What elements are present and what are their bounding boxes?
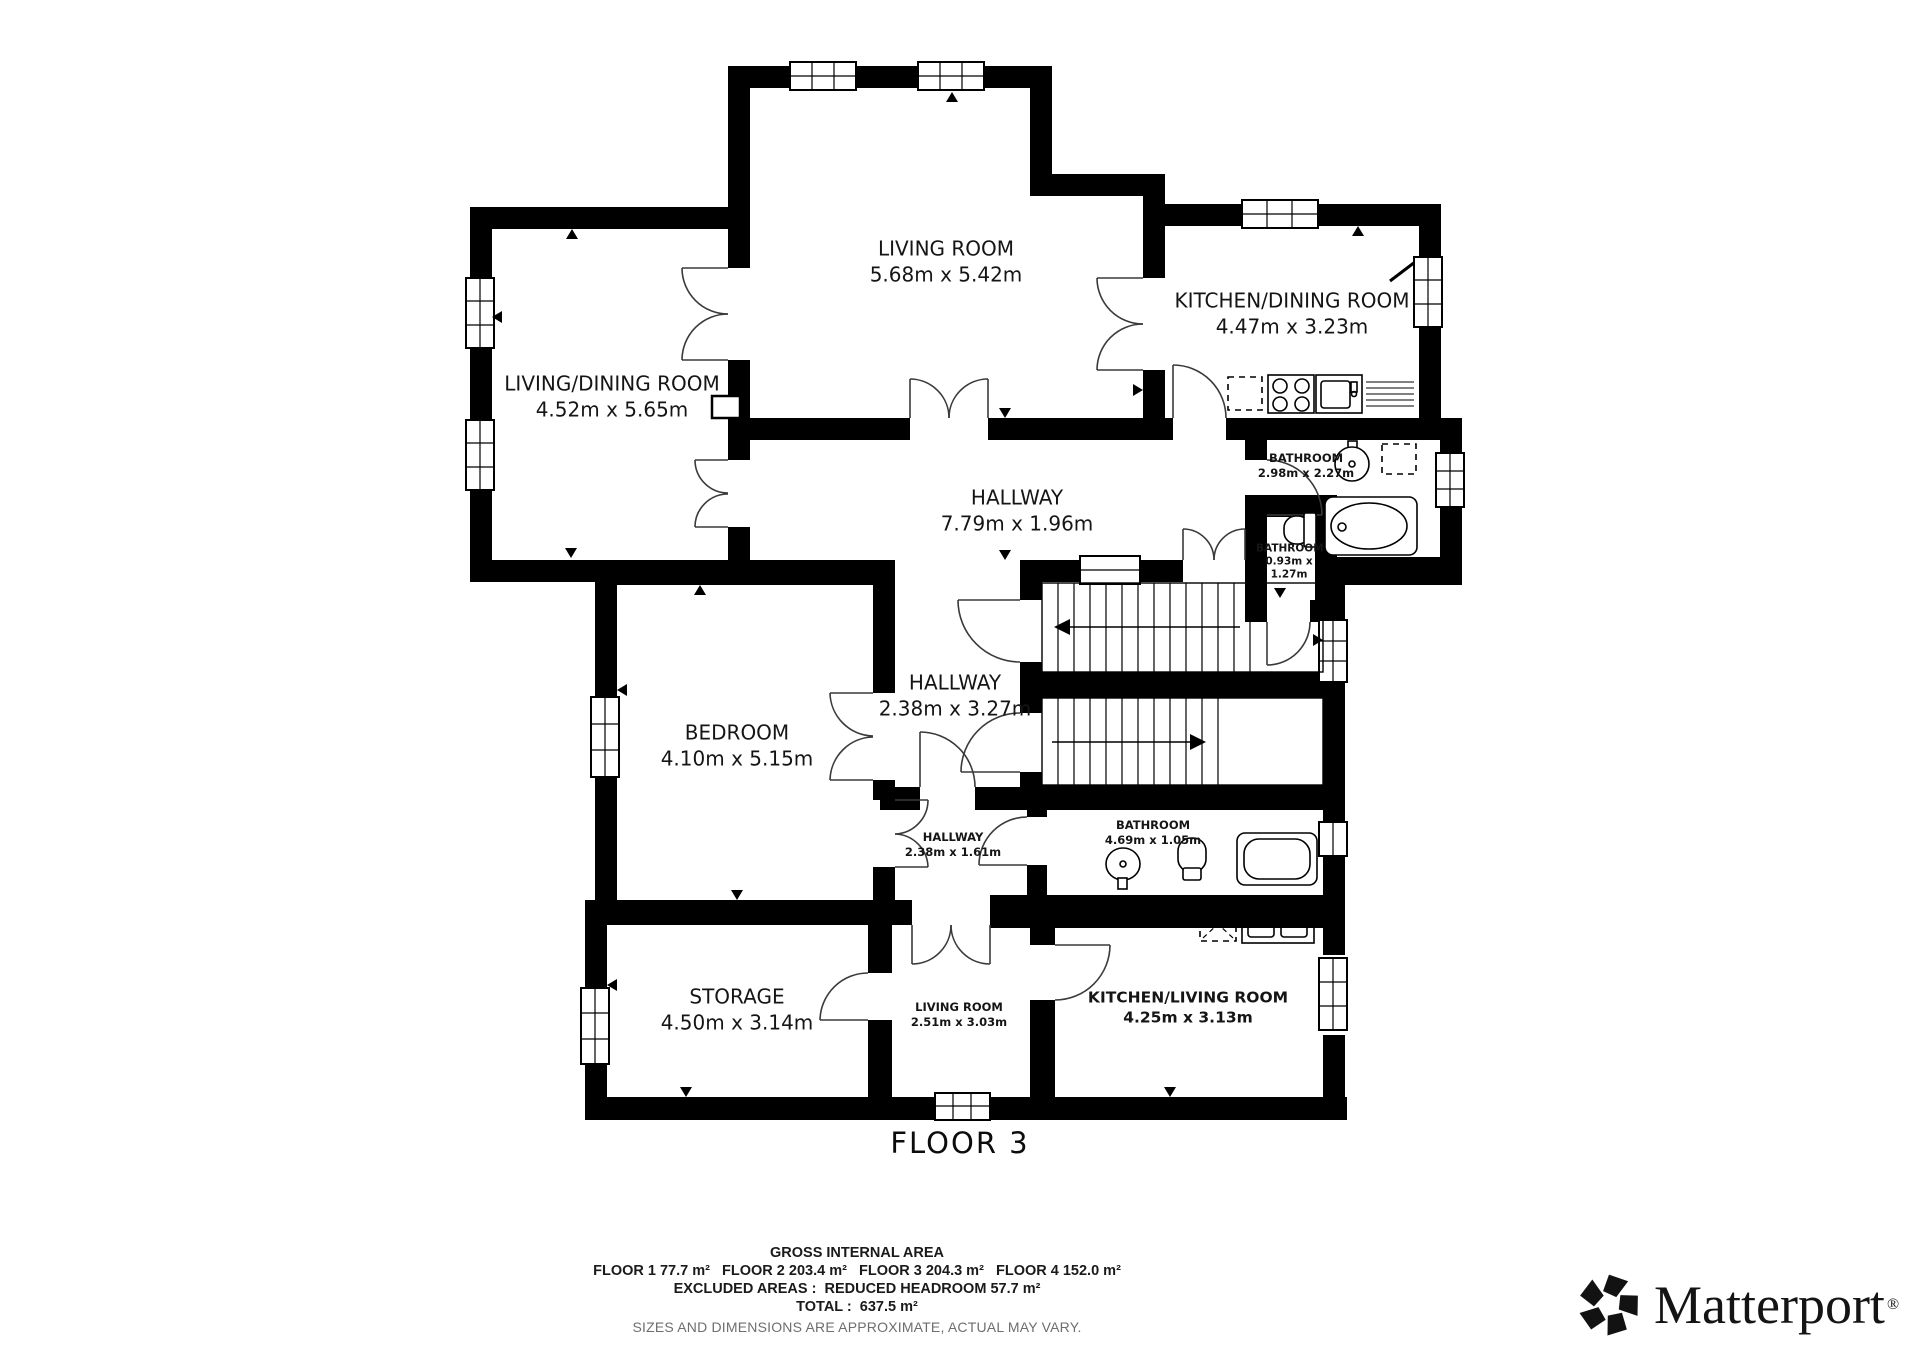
room-label-kitchen-living — [1088, 988, 1288, 1029]
room-label-bedroom — [661, 720, 814, 773]
room-name: HALLWAY — [970, 485, 1064, 510]
double-door — [912, 925, 990, 964]
room-label-living-room-small — [911, 1000, 1007, 1030]
matterport-pinwheel-icon — [1576, 1272, 1642, 1338]
room-dims: 2.38m x 1.61m — [904, 845, 1002, 859]
door — [1267, 622, 1310, 665]
room-name: BEDROOM — [684, 720, 790, 745]
window — [1080, 556, 1140, 584]
room-name: BATHROOM — [1115, 817, 1191, 832]
stairs-lower-flight — [1042, 698, 1323, 785]
window — [1242, 200, 1318, 228]
double-door — [910, 379, 988, 418]
room-label-bathroom-3 — [1105, 818, 1201, 848]
arrow-right — [1133, 384, 1143, 396]
window — [1414, 257, 1442, 327]
excluded-areas: EXCLUDED AREAS : REDUCED HEADROOM 57.7 m² — [673, 1281, 1041, 1297]
double-door — [1097, 278, 1143, 370]
arrow-down — [731, 890, 743, 900]
door — [920, 732, 975, 787]
room-dims: 2.38m x 3.27m — [878, 697, 1032, 721]
room-label-hallway-3 — [905, 830, 1001, 860]
drainer-lines — [1366, 382, 1414, 406]
double-door — [1183, 529, 1245, 560]
arrow-down — [680, 1087, 692, 1097]
window — [581, 988, 609, 1064]
room-label-bathroom-1 — [1258, 451, 1354, 481]
sink-icon — [1106, 848, 1140, 889]
room-label-living-dining — [504, 371, 719, 424]
room-name: STORAGE — [689, 984, 785, 1009]
arrow-down — [999, 408, 1011, 418]
room-name: LIVING ROOM — [915, 999, 1003, 1014]
kitchen-fixtures — [1228, 375, 1414, 413]
room-dims: 4.25m x 3.13m — [1123, 1009, 1253, 1027]
window — [918, 62, 984, 90]
window — [466, 420, 494, 490]
double-door — [830, 693, 873, 780]
room-dims: 2.98m x 2.27m — [1257, 466, 1355, 480]
brand-name: Matterport — [1654, 1275, 1885, 1335]
door — [820, 973, 868, 1020]
matterport-logo — [1576, 1272, 1899, 1338]
room-name: LIVING ROOM — [877, 236, 1015, 261]
window — [466, 278, 494, 348]
window — [935, 1093, 990, 1120]
room-dims: 4.69m x 1.05m — [1104, 833, 1202, 847]
stairs-direction-arrow — [1190, 734, 1206, 750]
room-name: KITCHEN/DINING ROOM — [1174, 288, 1410, 313]
window — [591, 697, 619, 777]
gross-internal-area-heading: GROSS INTERNAL AREA — [769, 1245, 945, 1261]
stove-icon — [1268, 375, 1314, 413]
window — [1319, 822, 1347, 856]
arrow-left — [617, 684, 627, 696]
arrow-up — [694, 585, 706, 595]
room-name: KITCHEN/LIVING ROOM — [1087, 988, 1289, 1007]
room-name: HALLWAY — [908, 670, 1002, 695]
room-dims: 4.52m x 5.65m — [535, 398, 689, 422]
room-dims: 2.51m x 3.03m — [910, 1015, 1008, 1029]
area-summary — [593, 1244, 1121, 1336]
arrow-down — [565, 548, 577, 558]
room-label-kitchen-dining — [1174, 288, 1409, 341]
kitchen-sink-icon — [1316, 375, 1362, 413]
window — [790, 62, 856, 90]
bathtub-icon — [1325, 497, 1417, 555]
door — [1173, 365, 1226, 418]
room-label-hallway-main — [941, 485, 1094, 538]
room-dims: 0.93m x 1.27m — [1265, 555, 1313, 581]
room-label-living-room — [870, 236, 1023, 289]
bathtub-icon — [1237, 833, 1317, 885]
arrow-down — [1164, 1087, 1176, 1097]
room-label-bathroom-2 — [1256, 542, 1322, 581]
floor-areas: FLOOR 1 77.7 m² FLOOR 2 203.4 m² FLOOR 3 204.3 m² FLOOR 4 152.0 m² — [593, 1263, 1121, 1279]
window — [1319, 958, 1347, 1030]
arrow-down — [999, 550, 1011, 560]
double-door — [695, 460, 728, 527]
shower-dashed — [1382, 444, 1416, 474]
room-name: HALLWAY — [922, 829, 984, 844]
floor-title: FLOOR 3 — [890, 1126, 1030, 1160]
double-door — [682, 268, 728, 360]
room-label-storage — [661, 984, 814, 1037]
stairs-direction-arrow — [1054, 619, 1070, 635]
total-area: TOTAL : 637.5 m² — [796, 1299, 918, 1315]
arrow-up — [946, 92, 958, 102]
room-dims: 4.10m x 5.15m — [660, 747, 814, 771]
room-name: BATHROOM — [1256, 542, 1324, 555]
disclaimer: SIZES AND DIMENSIONS ARE APPROXIMATE, ACTUAL MAY VARY. — [632, 1319, 1082, 1335]
arrow-up — [1352, 226, 1364, 236]
appliance-dashed — [1228, 377, 1262, 410]
room-dims: 7.79m x 1.96m — [940, 512, 1094, 536]
room-dims: 5.68m x 5.42m — [869, 263, 1023, 287]
arrow-up — [566, 229, 578, 239]
room-label-hallway-2 — [879, 670, 1032, 723]
room-name: BATHROOM — [1268, 450, 1344, 465]
room-dims: 4.47m x 3.23m — [1215, 315, 1369, 339]
room-dims: 4.50m x 3.14m — [660, 1011, 814, 1035]
door — [958, 600, 1020, 662]
arrow-down — [1274, 588, 1286, 598]
room-name: LIVING/DINING ROOM — [504, 371, 720, 396]
registered-mark: ® — [1886, 1296, 1900, 1313]
window — [1436, 453, 1464, 507]
